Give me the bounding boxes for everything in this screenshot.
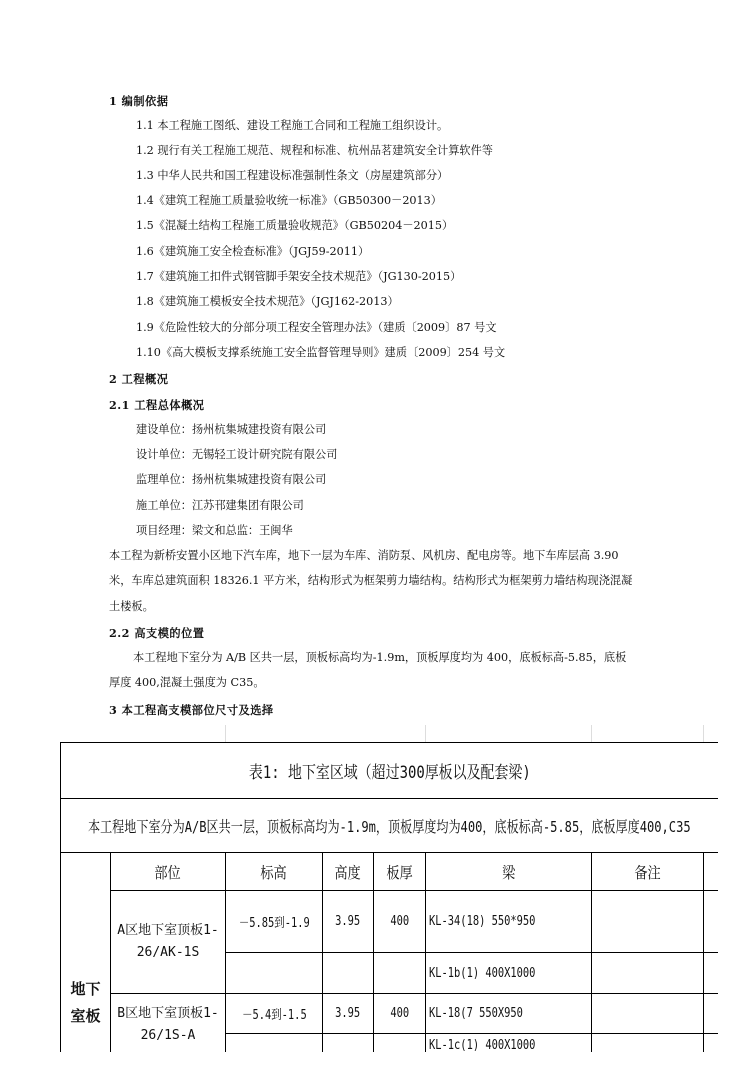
basis-item: 1.7《建筑施工扣件式钢管脚手架安全技术规范》（JG130-2015） xyxy=(136,270,462,283)
side-label: 地下室板 xyxy=(70,979,101,1025)
unit-line: 建设单位：扬州杭集城建投资有限公司 xyxy=(136,423,327,436)
basis-item: 1.6《建筑施工安全检查标准》（JGJ59-2011） xyxy=(136,245,370,258)
table-line xyxy=(703,852,704,1052)
header-beam xyxy=(426,853,591,890)
table-title: 表1: 地下室区域（超过300厚板以及配套梁) xyxy=(248,763,531,783)
side-label-cell xyxy=(61,853,110,1052)
row-thickness: 400 xyxy=(390,1006,409,1021)
row-beam-cell xyxy=(426,1034,588,1064)
row-thickness: 400 xyxy=(390,914,409,929)
row-height-cell xyxy=(323,994,373,1033)
basis-item: 1.9《危险性较大的分部分项工程安全管理办法》（建质〔2009〕87 号文 xyxy=(136,321,497,334)
header-height xyxy=(323,853,373,890)
unit-line: 监理单位：扬州杭集城建投资有限公司 xyxy=(136,473,327,486)
basis-item: 1.8《建筑施工模板安全技术规范》（JGJ162-2013） xyxy=(136,295,399,308)
row-beam: KL-1c(1) 400X1000 xyxy=(429,1038,536,1053)
header-label: 梁 xyxy=(501,863,516,882)
row-location: B区地下室顶板1-26/1S-A xyxy=(117,1006,219,1043)
row-location: A区地下室顶板1-26/AK-1S xyxy=(117,923,219,960)
basis-item: 1.3 中华人民共和国工程建设标准强制性条文（房屋建筑部分） xyxy=(136,169,449,182)
section-heading-basis: 1 编制依据 xyxy=(109,94,169,108)
row-elevation-cell xyxy=(226,891,322,952)
row-beam: KL-34(18) 550*950 xyxy=(429,914,536,929)
subsection-heading-position: 2.2 高支模的位置 xyxy=(109,626,205,640)
sheet-gridline xyxy=(425,725,426,742)
unit-line: 项目经理：梁文和总监：王闽华 xyxy=(136,524,293,537)
header-thickness xyxy=(374,853,425,890)
header-elevation xyxy=(226,853,322,890)
header-label: 标高 xyxy=(260,863,288,882)
row-height: 3.95 xyxy=(335,1006,361,1021)
basis-item: 1.2 现行有关工程施工规范、规程和标准、杭州品茗建筑安全计算软件等 xyxy=(136,144,493,157)
header-label: 高度 xyxy=(334,863,362,882)
row-thickness-cell xyxy=(374,891,425,952)
row-elevation: －5.85到-1.9 xyxy=(238,916,310,931)
header-label: 板厚 xyxy=(386,863,413,882)
table-subtitle-cell xyxy=(61,799,718,852)
unit-line: 设计单位：无锡轻工设计研究院有限公司 xyxy=(136,448,338,461)
row-beam: KL-18(7 550X950 xyxy=(429,1006,523,1021)
row-height-cell xyxy=(323,891,373,952)
row-elevation-cell xyxy=(226,994,322,1033)
header-location xyxy=(111,853,225,890)
section-heading-dimensions: 3 本工程高支模部位尺寸及选择 xyxy=(109,703,274,717)
position-paragraph-text: 本工程地下室分为 A/B 区共一层，顶板标高均为-1.9m，顶板厚度均为 400，底板标高-5.85，底板厚度 400,混凝土强度为 C35。 xyxy=(109,651,627,690)
basis-item: 1.4《建筑工程施工质量验收统一标准》（GB50300－2013） xyxy=(136,194,442,207)
row-elevation: －5.4到-1.5 xyxy=(241,1008,307,1023)
header-label: 备注 xyxy=(634,863,661,882)
row-height: 3.95 xyxy=(335,914,361,929)
basis-item: 1.5《混凝土结构工程施工质量验收规范》（GB50204－2015） xyxy=(136,219,454,232)
basis-item: 1.10《高大模板支撑系统施工安全监督管理导则》建质〔2009〕254 号文 xyxy=(136,346,506,359)
subsection-heading-overall: 2.1 工程总体概况 xyxy=(109,398,205,412)
unit-line: 施工单位：江苏邗建集团有限公司 xyxy=(136,499,304,512)
table-subtitle: 本工程地下室分为A/B区共一层，顶板标高均为-1.9m，顶板厚度均为400，底板标高-5.85，底板厚度400,C35 xyxy=(88,817,691,836)
section-heading-overview: 2 工程概况 xyxy=(109,372,169,386)
row-beam-cell xyxy=(426,953,591,993)
sheet-gridline xyxy=(703,725,704,742)
row-thickness-cell xyxy=(374,994,425,1033)
basis-item: 1.1 本工程施工图纸、建设工程施工合同和工程施工组织设计。 xyxy=(136,119,449,132)
sheet-gridline xyxy=(591,725,592,742)
header-label: 部位 xyxy=(154,863,182,882)
row-beam-cell xyxy=(426,891,591,952)
table-row xyxy=(111,994,225,1074)
table-title-cell xyxy=(61,743,718,798)
header-remark xyxy=(592,853,703,890)
row-beam: KL-1b(1) 400X1000 xyxy=(429,965,536,981)
overview-paragraph: 本工程为新桥安置小区地下汽车库，地下一层为车库、消防泵、风机房、配电房等。地下车库层高 3.90 米，车库总建筑面积 18326.1 平方米，结构形式为框架剪力墙结构。结构形式为框架剪力墙结构现浇混凝土楼板。 xyxy=(109,549,633,613)
row-beam-cell xyxy=(426,994,591,1033)
position-paragraph xyxy=(109,645,637,696)
table-row xyxy=(111,891,225,993)
sheet-gridline xyxy=(225,725,226,742)
